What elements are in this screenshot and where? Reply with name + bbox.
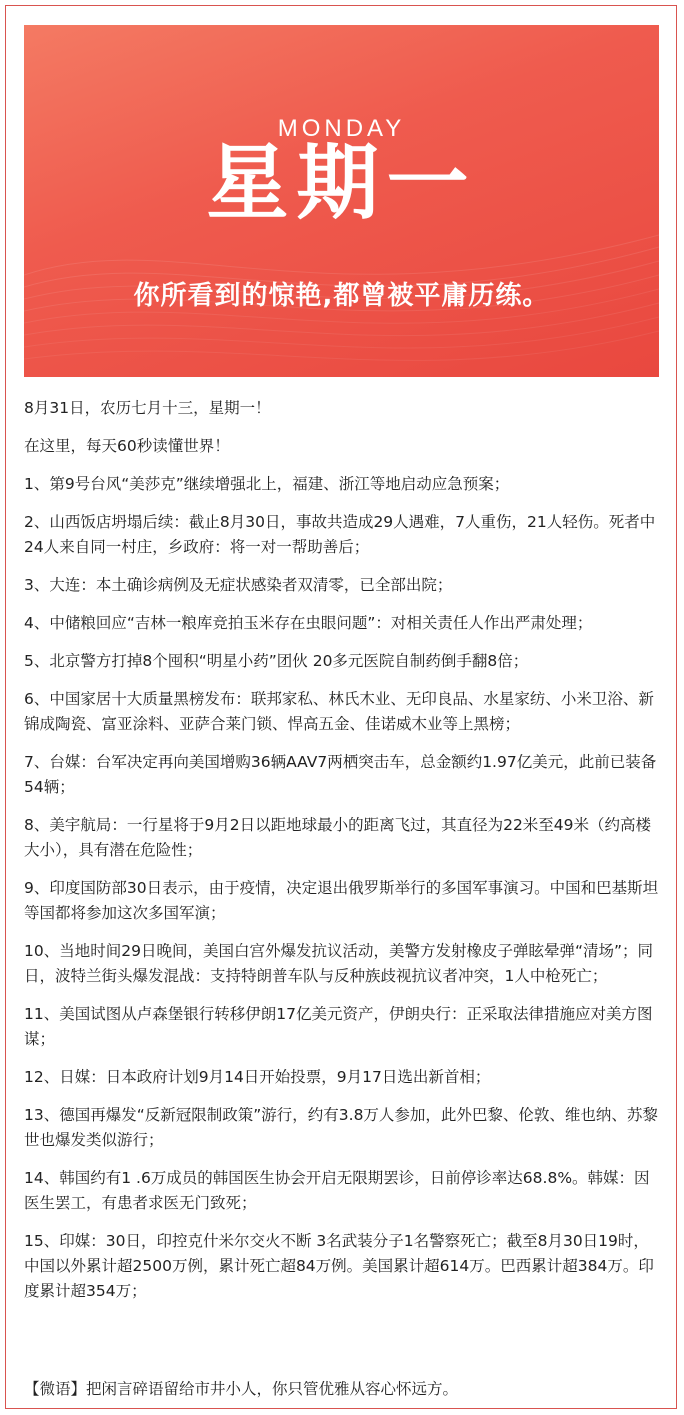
news-item: 6、中国家居十大质量黑榜发布：联邦家私、林氏木业、无印良品、水星家纺、小米卫浴、新锦成陶瓷、富亚涂料、亚萨合莱门锁、悍高五金、佳诺威木业等上黑榜； [24, 690, 654, 733]
weekday-english: MONDAY [277, 115, 406, 142]
news-item: 12、日媒：日本政府计划9月14日开始投票，9月17日选出新首相； [24, 1068, 491, 1086]
news-item: 2、山西饭店坍塌后续：截止8月30日，事故共造成29人遇难，7人重伤，21人轻伤。死者中24人来自同一村庄，乡政府：将一对一帮助善后； [24, 513, 656, 556]
footer-quote: 【微语】把闲言碎语留给市井小人，你只管优雅从容心怀远方。 [24, 1380, 459, 1398]
weekday-title: 星期一 [206, 136, 477, 231]
news-item: 7、台媒：台军决定再向美国增购36辆AAV7两栖突击车，总金额约1.97亿美元，此前已装备54辆； [24, 753, 657, 796]
news-item: 8、美宇航局：一行星将于9月2日以距地球最小的距离飞过，其直径为22米至49米（约高楼大小），具有潜在危险性； [24, 816, 652, 859]
news-item: 11、美国试图从卢森堡银行转移伊朗17亿美元资产，伊朗央行：正采取法律措施应对美方图谋； [24, 1005, 653, 1048]
header-banner [24, 25, 659, 377]
tagline: 在这里，每天60秒读懂世界！ [24, 437, 230, 455]
news-item: 15、印媒：30日，印控克什米尔交火不断 3名武装分子1名警察死亡；截至8月30日19时，中国以外累计超2500万例，累计死亡超84万例。美国累计超614万。巴西累计超384万。印度累计超354万； [24, 1232, 654, 1300]
news-item: 5、北京警方打掉8个囤积“明星小药”团伙 20多元医院自制药倒手翻8倍； [24, 652, 529, 670]
news-item: 13、德国再爆发“反新冠限制政策”游行，约有3.8万人参加，此外巴黎、伦敦、维也纳、苏黎世也爆发类似游行； [24, 1106, 658, 1149]
news-item: 9、印度国防部30日表示，由于疫情，决定退出俄罗斯举行的多国军事演习。中国和巴基斯坦等国都将参加这次多国军演； [24, 879, 659, 922]
news-item: 3、大连：本土确诊病例及无症状感染者双清零，已全部出院； [24, 576, 453, 594]
article-body [24, 396, 664, 1317]
news-item: 4、中储粮回应“吉林一粮库竞拍玉米存在虫眼问题”：对相关责任人作出严肃处理； [24, 614, 593, 632]
banner-slogan: 你所看到的惊艳,都曾被平庸历练。 [133, 281, 550, 311]
news-item: 1、第9号台风“美莎克”继续增强北上，福建、浙江等地启动应急预案； [24, 475, 510, 493]
date-line: 8月31日，农历七月十三，星期一！ [24, 399, 271, 417]
news-item: 10、当地时间29日晚间，美国白宫外爆发抗议活动，美警方发射橡皮子弹眩晕弹“清场”；同日，波特兰街头爆发混战：支持特朗普车队与反种族歧视抗议者冲突，1人中枪死亡； [24, 942, 654, 985]
news-item: 14、韩国约有1 .6万成员的韩国医生协会开启无限期罢诊，日前停诊率达68.8%。韩媒：因医生罢工，有患者求医无门致死； [24, 1169, 650, 1212]
